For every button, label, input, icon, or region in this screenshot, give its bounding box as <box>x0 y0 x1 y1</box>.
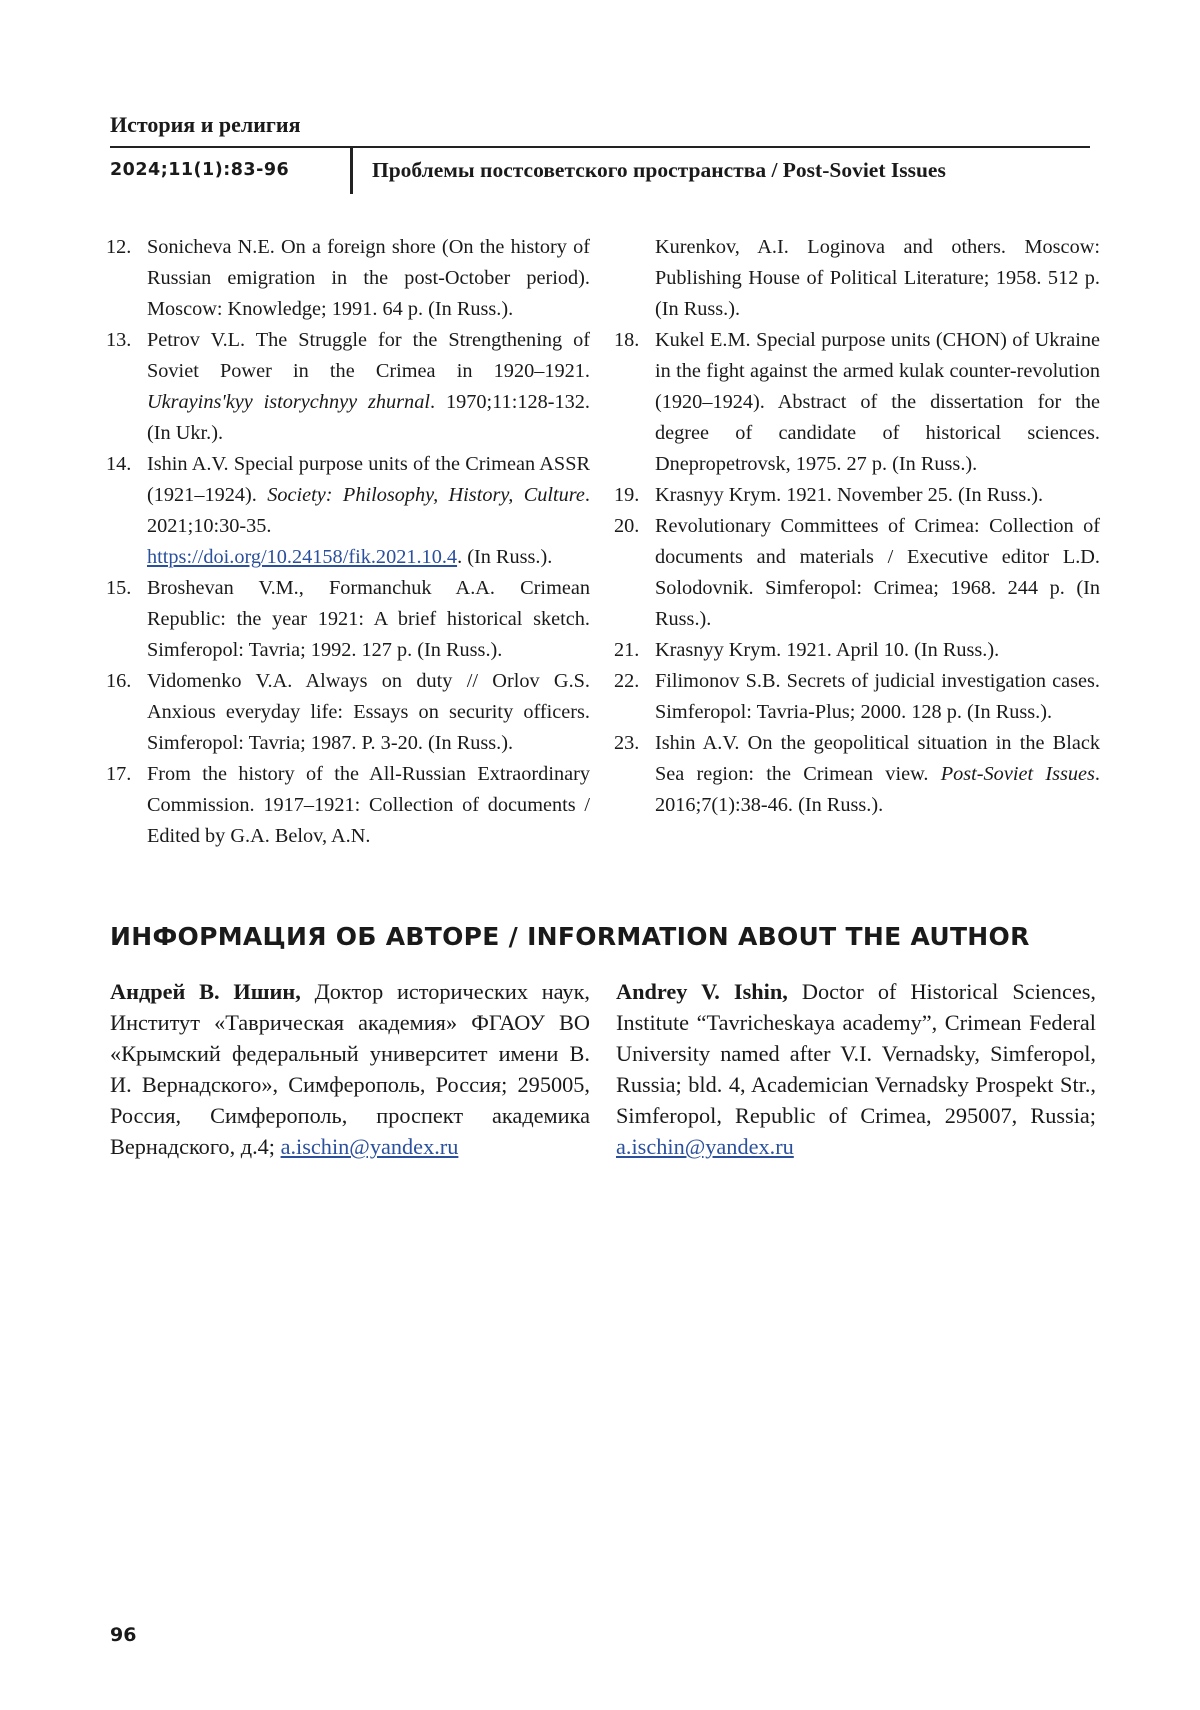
reference-text: Ishin A.V. On the geopolitical situation in the Black Sea region: the Crimean view. Post-Soviet Issues. 2016;7(1):38-46. (In Russ.). <box>655 732 1100 816</box>
issue-citation: 2024;11(1):83-96 <box>110 160 290 180</box>
reference-number: 23. <box>614 732 640 754</box>
reference-text: From the history of the All-Russian Extraordinary Commission. 1917–1921: Collection of documents / Edited by G.A. Belov, A.N. <box>147 763 590 847</box>
reference-text: Broshevan V.M., Formanchuk A.A. Crimean Republic: the year 1921: A brief historical sketch. Simferopol: Tavria; 1992. 127 p. (In Russ.). <box>147 577 590 661</box>
reference-text: Filimonov S.B. Secrets of judicial investigation cases. Simferopol: Tavria-Plus; 2000. 128 p. (In Russ.). <box>655 670 1100 723</box>
author-info-heading: ИНФОРМАЦИЯ ОБ АВТОРЕ / INFORMATION ABOUT THE AUTHOR <box>110 922 1030 951</box>
references-column-left <box>106 232 590 852</box>
doi-link[interactable]: https://doi.org/10.24158/fik.2021.10.4 <box>147 546 458 568</box>
reference-item <box>106 325 590 449</box>
journal-name: Ukrayins'kyy istorychnyy zhurnal <box>147 391 430 413</box>
reference-text: Petrov V.L. The Struggle for the Strengthening of Soviet Power in the Crimea in 1920–1921. Ukrayins'kyy istorychnyy zhurnal. 1970;11:128-132. (In Ukr.). <box>147 329 590 444</box>
reference-item <box>106 573 590 666</box>
reference-item <box>614 480 1100 511</box>
author-info-russian <box>110 976 590 1162</box>
reference-item <box>106 449 590 573</box>
reference-number: 22. <box>614 670 640 692</box>
reference-item <box>614 635 1100 666</box>
reference-number: 14. <box>106 453 132 475</box>
journal-title: Проблемы постсоветского пространства / Post-Soviet Issues <box>372 158 946 182</box>
journal-section-title: История и религия <box>110 112 301 137</box>
reference-item <box>614 325 1100 480</box>
reference-number: 16. <box>106 670 132 692</box>
reference-number: 13. <box>106 329 132 351</box>
header-rule <box>110 146 1090 148</box>
reference-item <box>614 511 1100 635</box>
reference-number: 12. <box>106 236 132 258</box>
journal-name: Society: Philosophy, History, Culture <box>267 484 585 506</box>
reference-item <box>106 666 590 759</box>
reference-continuation: Kurenkov, A.I. Loginova and others. Moscow: Publishing House of Political Literature; 1958. 512 p. (In Russ.). <box>655 236 1100 320</box>
reference-text: Kukel E.M. Special purpose units (CHON) of Ukraine in the fight against the armed kulak counter-revolution (1920–1924). Abstract of the dissertation for the degree of candidate of historical sciences. Dnepropetrovsk, 1975. 27 p. (In Russ.). <box>655 329 1100 475</box>
reference-text: Krasnyy Krym. 1921. November 25. (In Russ.). <box>655 484 1044 506</box>
reference-number: 18. <box>614 329 640 351</box>
reference-number: 15. <box>106 577 132 599</box>
author-email-link[interactable]: a.ischin@yandex.ru <box>616 1134 794 1159</box>
page-number: 96 <box>110 1624 137 1646</box>
author-affiliation: Doctor of Historical Sciences, Institute “Tavricheskaya academy”, Crimean Federal University named after V.I. Vernadsky, Simferopol, Russia; bld. 4, Academician Vernadsky Prospekt Str., Simferopol, Republic of Crimea, 295007, Russia; <box>616 979 1096 1128</box>
reference-item <box>614 728 1100 821</box>
author-name: Андрей В. Ишин, <box>110 979 301 1004</box>
reference-text: Ishin A.V. Special purpose units of the Crimean ASSR (1921–1924). Society: Philosophy, History, Culture. 2021;10:30-35. https://doi.org/10.24158/fik.2021.10.4. (In Russ.). <box>147 453 590 568</box>
journal-name: Post-Soviet Issues <box>940 763 1095 785</box>
reference-number: 17. <box>106 763 132 785</box>
author-affiliation: Доктор исторических наук, Институт «Таврическая академия» ФГАОУ ВО «Крымский федеральный университет имени В. И. Вернадского», Симферополь, Россия; 295005, Россия, Симферополь, проспект академика Вернадского, д.4; <box>110 979 590 1159</box>
author-email-link[interactable]: a.ischin@yandex.ru <box>280 1134 459 1159</box>
reference-number: 19. <box>614 484 640 506</box>
references-column-right <box>614 232 1100 821</box>
reference-text: Vidomenko V.A. Always on duty // Orlov G.S. Anxious everyday life: Essays on security officers. Simferopol: Tavria; 1987. P. 3-20. (In Russ.). <box>147 670 590 754</box>
reference-text: Revolutionary Committees of Crimea: Collection of documents and materials / Executive editor L.D. Solodovnik. Simferopol: Crimea; 1968. 244 p. (In Russ.). <box>655 515 1100 630</box>
reference-item <box>106 759 590 852</box>
header-divider <box>350 146 353 194</box>
reference-number: 21. <box>614 639 640 661</box>
reference-text: Krasnyy Krym. 1921. April 10. (In Russ.). <box>655 639 1000 661</box>
author-info-english <box>616 976 1096 1162</box>
reference-item <box>614 666 1100 728</box>
reference-item <box>106 232 590 325</box>
reference-text: Sonicheva N.E. On a foreign shore (On the history of Russian emigration in the post-October period). Moscow: Knowledge; 1991. 64 p. (In Russ.). <box>147 236 590 320</box>
author-name: Andrey V. Ishin, <box>616 979 788 1004</box>
reference-number: 20. <box>614 515 640 537</box>
